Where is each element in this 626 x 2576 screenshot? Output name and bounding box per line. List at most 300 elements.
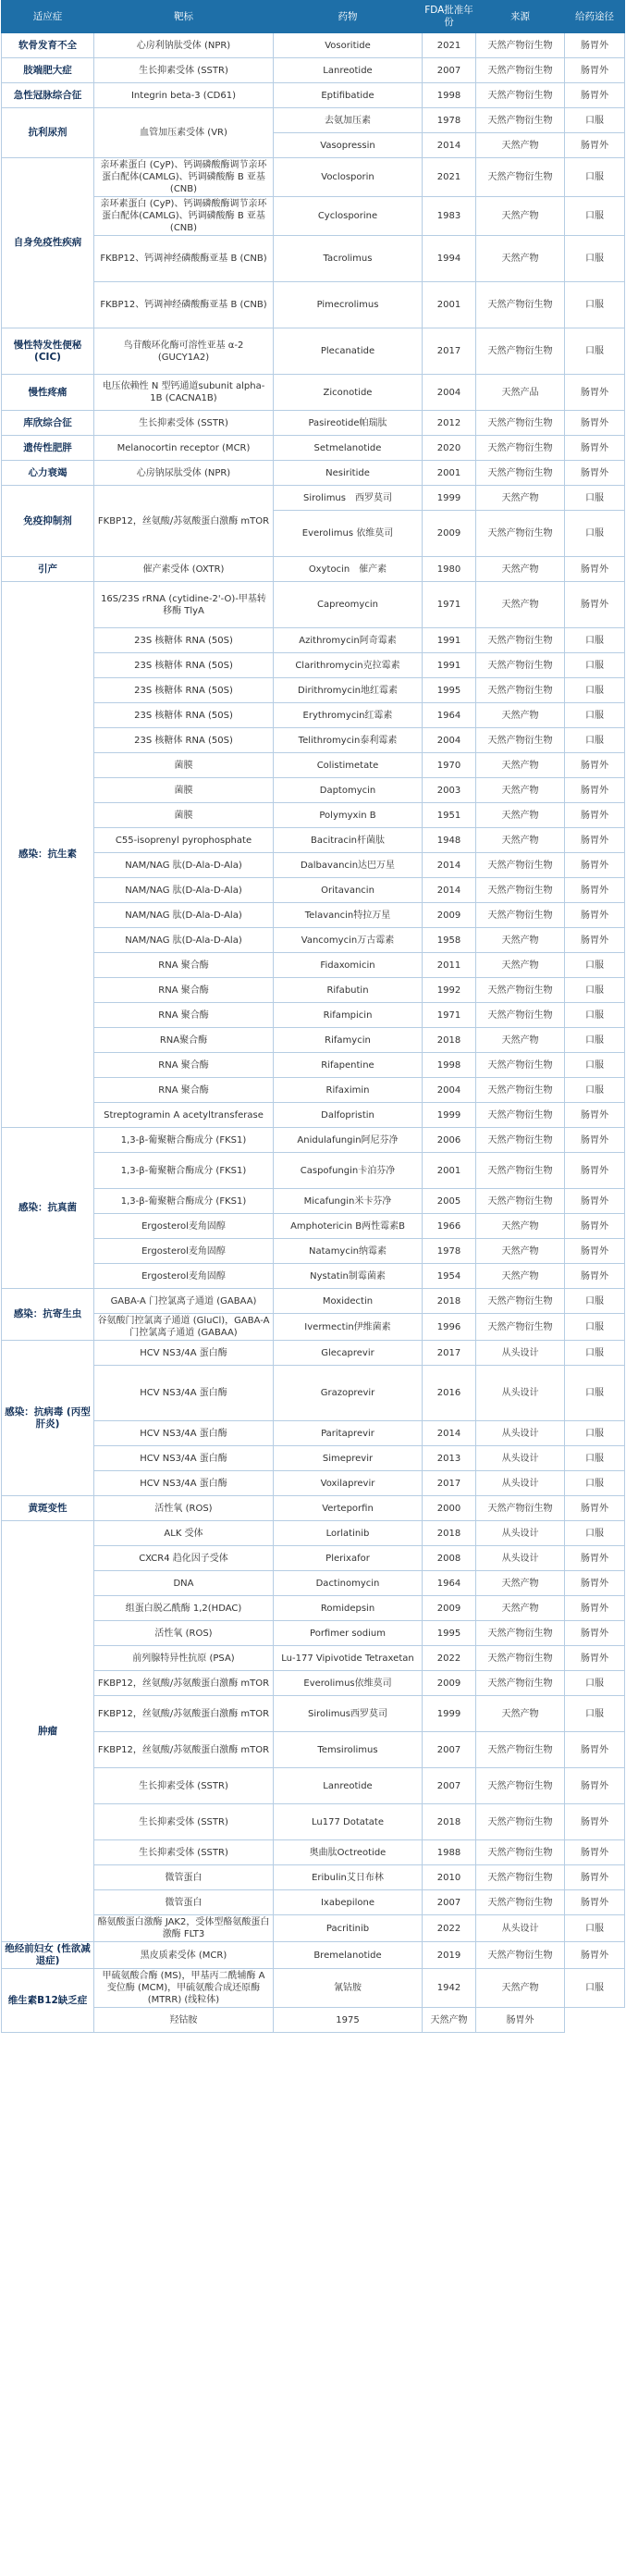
route-cell: 口服 bbox=[565, 1969, 625, 2008]
year-cell: 1964 bbox=[423, 1571, 476, 1596]
route-cell: 口服 bbox=[565, 628, 625, 653]
year-cell: 1975 bbox=[274, 2008, 423, 2033]
source-cell: 天然产物 bbox=[476, 582, 565, 628]
route-cell: 肠胃外 bbox=[565, 1732, 625, 1768]
target-cell: FKBP12、钙调神经磷酸酶亚基 B (CNB) bbox=[94, 236, 274, 282]
year-cell: 2001 bbox=[423, 282, 476, 328]
route-cell: 口服 bbox=[565, 653, 625, 678]
drug-cell: Pasireotide帕瑞肽 bbox=[274, 411, 423, 436]
year-cell: 2019 bbox=[423, 1942, 476, 1969]
source-cell: 天然产物衍生物 bbox=[476, 511, 565, 557]
table-row bbox=[2, 436, 625, 461]
year-cell: 2007 bbox=[423, 1768, 476, 1804]
year-cell: 2007 bbox=[423, 58, 476, 83]
target-cell: 23S 核糖体 RNA (50S) bbox=[94, 653, 274, 678]
source-cell: 天然产物衍生物 bbox=[476, 978, 565, 1003]
source-cell: 从头设计 bbox=[476, 1471, 565, 1496]
source-cell: 天然产物 bbox=[476, 1969, 565, 2008]
target-cell: 微管蛋白 bbox=[94, 1865, 274, 1890]
year-cell: 2001 bbox=[423, 1153, 476, 1189]
target-cell: 生长抑素受体 (SSTR) bbox=[94, 1768, 274, 1804]
header-source: 来源 bbox=[476, 1, 565, 33]
source-cell: 天然产物衍生物 bbox=[476, 1671, 565, 1696]
route-cell: 肠胃外 bbox=[565, 828, 625, 853]
target-cell: 23S 核糖体 RNA (50S) bbox=[94, 728, 274, 753]
drug-cell: Simeprevir bbox=[274, 1446, 423, 1471]
target-cell: 生长抑素受体 (SSTR) bbox=[94, 58, 274, 83]
table-row bbox=[2, 1003, 625, 1028]
target-cell: 1,3-β-葡聚糖合酶成分 (FKS1) bbox=[94, 1189, 274, 1214]
source-cell: 天然产物 bbox=[476, 133, 565, 158]
table-row bbox=[2, 753, 625, 778]
drug-cell: Sirolimus 西罗莫司 bbox=[274, 486, 423, 511]
drug-cell: Voxilaprevir bbox=[274, 1471, 423, 1496]
table-row bbox=[2, 1696, 625, 1732]
indication-cell: 急性冠脉综合征 bbox=[2, 83, 94, 108]
route-cell: 肠胃外 bbox=[565, 1571, 625, 1596]
route-cell: 肠胃外 bbox=[565, 1942, 625, 1969]
drug-cell: Vosoritide bbox=[274, 33, 423, 58]
route-cell: 肠胃外 bbox=[565, 1214, 625, 1239]
target-cell: 酪氨酸蛋白激酶 JAK2，受体型酪氨酸蛋白激酶 FLT3 bbox=[94, 1915, 274, 1942]
source-cell: 天然产物衍生物 bbox=[476, 1078, 565, 1103]
drug-cell: Lanreotide bbox=[274, 58, 423, 83]
table-row bbox=[2, 978, 625, 1003]
drug-cell: Plerixafor bbox=[274, 1546, 423, 1571]
table-row bbox=[2, 878, 625, 903]
indication-cell: 抗利尿剂 bbox=[2, 108, 94, 158]
target-cell: HCV NS3/4A 蛋白酶 bbox=[94, 1421, 274, 1446]
drug-cell: Vasopressin bbox=[274, 133, 423, 158]
source-cell: 天然产物 bbox=[476, 1596, 565, 1621]
source-cell: 天然产物衍生物 bbox=[476, 853, 565, 878]
table-row bbox=[2, 58, 625, 83]
year-cell: 1970 bbox=[423, 753, 476, 778]
source-cell: 从头设计 bbox=[476, 1366, 565, 1421]
route-cell: 肠胃外 bbox=[565, 853, 625, 878]
source-cell: 天然产物衍生物 bbox=[476, 58, 565, 83]
source-cell: 天然产物 bbox=[476, 1214, 565, 1239]
drug-cell: Eribulin艾日布林 bbox=[274, 1865, 423, 1890]
table-row bbox=[2, 1671, 625, 1696]
drug-cell: Oxytocin 催产素 bbox=[274, 557, 423, 582]
year-cell: 2016 bbox=[423, 1366, 476, 1421]
target-cell: RNA 聚合酶 bbox=[94, 1003, 274, 1028]
route-cell: 肠胃外 bbox=[565, 753, 625, 778]
target-cell: NAM/NAG 肽(D-Ala-D-Ala) bbox=[94, 903, 274, 928]
target-cell: 鸟苷酸环化酶可溶性亚基 α-2 (GUCY1A2) bbox=[94, 328, 274, 375]
year-cell: 1995 bbox=[423, 1621, 476, 1646]
drug-cell: Rifabutin bbox=[274, 978, 423, 1003]
year-cell: 1971 bbox=[423, 582, 476, 628]
table-row bbox=[2, 1768, 625, 1804]
target-cell: 活性氧 (ROS) bbox=[94, 1621, 274, 1646]
table-row bbox=[2, 628, 625, 653]
drug-cell: Setmelanotide bbox=[274, 436, 423, 461]
route-cell: 口服 bbox=[565, 1366, 625, 1421]
target-cell: FKBP12、钙调神经磷酸酶亚基 B (CNB) bbox=[94, 282, 274, 328]
table-row bbox=[2, 1289, 625, 1314]
source-cell: 天然产物 bbox=[476, 703, 565, 728]
drug-cell: Voclosporin bbox=[274, 158, 423, 197]
year-cell: 1978 bbox=[423, 108, 476, 133]
source-cell: 天然产物 bbox=[476, 953, 565, 978]
drug-cell: Clarithromycin克拉霉素 bbox=[274, 653, 423, 678]
source-cell: 天然产物 bbox=[476, 778, 565, 803]
route-cell: 肠胃外 bbox=[565, 1890, 625, 1915]
indication-cell: 引产 bbox=[2, 557, 94, 582]
indication-cell: 心力衰竭 bbox=[2, 461, 94, 486]
drug-cell: Caspofungin卡泊芬净 bbox=[274, 1153, 423, 1189]
table-row bbox=[2, 1446, 625, 1471]
year-cell: 2014 bbox=[423, 133, 476, 158]
drug-cell: Amphotericin B两性霉素B bbox=[274, 1214, 423, 1239]
indication-cell: 感染：抗病毒 (丙型肝炎) bbox=[2, 1341, 94, 1496]
table-row bbox=[2, 282, 625, 328]
drug-cell: 氰钴胺 bbox=[274, 1969, 423, 2008]
source-cell: 天然产物衍生物 bbox=[476, 1189, 565, 1214]
route-cell: 肠胃外 bbox=[565, 878, 625, 903]
drug-cell: Natamycin纳霉素 bbox=[274, 1239, 423, 1264]
indication-cell: 感染：抗真菌 bbox=[2, 1128, 94, 1289]
route-cell: 口服 bbox=[565, 486, 625, 511]
year-cell: 2001 bbox=[423, 461, 476, 486]
year-cell: 2004 bbox=[423, 728, 476, 753]
table-row bbox=[2, 1804, 625, 1840]
source-cell: 天然产物衍生物 bbox=[476, 1621, 565, 1646]
year-cell: 2020 bbox=[423, 436, 476, 461]
year-cell: 2003 bbox=[423, 778, 476, 803]
source-cell: 天然产物衍生物 bbox=[476, 1942, 565, 1969]
year-cell: 1983 bbox=[423, 197, 476, 236]
target-cell: 菌膜 bbox=[94, 803, 274, 828]
year-cell: 2017 bbox=[423, 1471, 476, 1496]
table-row bbox=[2, 1153, 625, 1189]
year-cell: 2022 bbox=[423, 1915, 476, 1942]
drug-cell: Plecanatide bbox=[274, 328, 423, 375]
table-row bbox=[2, 1341, 625, 1366]
drug-cell: Rifapentine bbox=[274, 1053, 423, 1078]
target-cell: NAM/NAG 肽(D-Ala-D-Ala) bbox=[94, 853, 274, 878]
year-cell: 2009 bbox=[423, 511, 476, 557]
table-row bbox=[2, 108, 625, 133]
year-cell: 2014 bbox=[423, 853, 476, 878]
route-cell: 肠胃外 bbox=[565, 1546, 625, 1571]
source-cell: 天然产物 bbox=[476, 557, 565, 582]
indication-cell: 肢端肥大症 bbox=[2, 58, 94, 83]
source-cell: 天然产物 bbox=[476, 1696, 565, 1732]
indication-cell: 自身免疫性疾病 bbox=[2, 158, 94, 328]
header-drug: 药物 bbox=[274, 1, 423, 33]
year-cell: 2014 bbox=[423, 878, 476, 903]
source-cell: 天然产物衍生物 bbox=[476, 903, 565, 928]
target-cell: RNA 聚合酶 bbox=[94, 978, 274, 1003]
year-cell: 1971 bbox=[423, 1003, 476, 1028]
route-cell: 肠胃外 bbox=[565, 375, 625, 411]
drug-cell: Glecaprevir bbox=[274, 1341, 423, 1366]
target-cell: FKBP12，丝氨酸/苏氨酸蛋白激酶 mTOR bbox=[94, 1732, 274, 1768]
indication-cell: 绝经前妇女 (性欲减退症) bbox=[2, 1942, 94, 1969]
route-cell: 口服 bbox=[565, 1521, 625, 1546]
year-cell: 2011 bbox=[423, 953, 476, 978]
source-cell: 天然产物衍生物 bbox=[476, 282, 565, 328]
target-cell: 组蛋白脱乙酰酶 1,2(HDAC) bbox=[94, 1596, 274, 1621]
source-cell: 从头设计 bbox=[476, 1521, 565, 1546]
table-row bbox=[2, 1865, 625, 1890]
target-cell: Ergosterol麦角固醇 bbox=[94, 1239, 274, 1264]
source-cell: 天然产物衍生物 bbox=[476, 628, 565, 653]
target-cell: 菌膜 bbox=[94, 753, 274, 778]
indication-cell: 慢性特发性便秘 (CIC) bbox=[2, 328, 94, 375]
year-cell: 1964 bbox=[423, 703, 476, 728]
route-cell: 口服 bbox=[565, 328, 625, 375]
target-cell: 菌膜 bbox=[94, 778, 274, 803]
target-cell: 23S 核糖体 RNA (50S) bbox=[94, 628, 274, 653]
header-indication: 适应症 bbox=[2, 1, 94, 33]
drug-cell: Azithromycin阿奇霉素 bbox=[274, 628, 423, 653]
route-cell: 口服 bbox=[565, 1289, 625, 1314]
route-cell: 肠胃外 bbox=[565, 1596, 625, 1621]
year-cell: 2018 bbox=[423, 1521, 476, 1546]
indication-cell: 肿瘤 bbox=[2, 1521, 94, 1942]
year-cell: 2009 bbox=[423, 1596, 476, 1621]
drug-cell: Dirithromycin地红霉素 bbox=[274, 678, 423, 703]
target-cell: 生长抑素受体 (SSTR) bbox=[94, 411, 274, 436]
target-cell: 微管蛋白 bbox=[94, 1890, 274, 1915]
table-row bbox=[2, 803, 625, 828]
route-cell: 肠胃外 bbox=[476, 2008, 565, 2033]
drug-cell: Lanreotide bbox=[274, 1768, 423, 1804]
target-cell: 16S/23S rRNA (cytidine-2'-O)-甲基转移酶 TlyA bbox=[94, 582, 274, 628]
source-cell: 从头设计 bbox=[476, 1546, 565, 1571]
source-cell: 天然产物 bbox=[476, 1571, 565, 1596]
drug-cell: Paritaprevir bbox=[274, 1421, 423, 1446]
drug-cell: Temsirolimus bbox=[274, 1732, 423, 1768]
route-cell: 口服 bbox=[565, 953, 625, 978]
source-cell: 天然产物衍生物 bbox=[476, 461, 565, 486]
route-cell: 肠胃外 bbox=[565, 1840, 625, 1865]
target-cell: Ergosterol麦角固醇 bbox=[94, 1214, 274, 1239]
table-row bbox=[2, 1103, 625, 1128]
source-cell: 天然产物衍生物 bbox=[476, 158, 565, 197]
indication-cell: 遗传性肥胖 bbox=[2, 436, 94, 461]
header-year: FDA批准年份 bbox=[423, 1, 476, 33]
table-row bbox=[2, 1053, 625, 1078]
indication-cell: 黄斑变性 bbox=[2, 1496, 94, 1521]
header-route: 给药途径 bbox=[565, 1, 625, 33]
target-cell: 心房利钠肽受体 (NPR) bbox=[94, 33, 274, 58]
route-cell: 口服 bbox=[565, 1915, 625, 1942]
table-row bbox=[2, 411, 625, 436]
table-row bbox=[2, 1239, 625, 1264]
year-cell: 2005 bbox=[423, 1189, 476, 1214]
route-cell: 口服 bbox=[565, 678, 625, 703]
source-cell: 天然产物 bbox=[476, 1264, 565, 1289]
year-cell: 2022 bbox=[423, 1646, 476, 1671]
year-cell: 2008 bbox=[423, 1546, 476, 1571]
drug-cell: Dactinomycin bbox=[274, 1571, 423, 1596]
target-cell: FKBP12，丝氨酸/苏氨酸蛋白激酶 mTOR bbox=[94, 1696, 274, 1732]
drug-cell: Ivermectin伊维菌素 bbox=[274, 1314, 423, 1341]
drug-cell: Verteporfin bbox=[274, 1496, 423, 1521]
target-cell: NAM/NAG 肽(D-Ala-D-Ala) bbox=[94, 878, 274, 903]
table-row bbox=[2, 1521, 625, 1546]
source-cell: 天然产物衍生物 bbox=[476, 1003, 565, 1028]
drug-cell: Telithromycin泰利霉素 bbox=[274, 728, 423, 753]
source-cell: 天然产物衍生物 bbox=[476, 1053, 565, 1078]
table-row bbox=[2, 33, 625, 58]
drug-cell: 羟钴胺 bbox=[94, 2008, 274, 2033]
drug-cell: 去氨加压素 bbox=[274, 108, 423, 133]
route-cell: 口服 bbox=[565, 703, 625, 728]
year-cell: 1948 bbox=[423, 828, 476, 853]
target-cell: 心房钠尿肽受体 (NPR) bbox=[94, 461, 274, 486]
source-cell: 天然产物 bbox=[476, 803, 565, 828]
drug-cell: Polymyxin B bbox=[274, 803, 423, 828]
table-row bbox=[2, 1314, 625, 1341]
table-row bbox=[2, 1646, 625, 1671]
year-cell: 2018 bbox=[423, 1028, 476, 1053]
route-cell: 口服 bbox=[565, 511, 625, 557]
route-cell: 肠胃外 bbox=[565, 1153, 625, 1189]
table-row bbox=[2, 1078, 625, 1103]
route-cell: 肠胃外 bbox=[565, 83, 625, 108]
target-cell: RNA 聚合酶 bbox=[94, 953, 274, 978]
source-cell: 天然产物衍生物 bbox=[476, 436, 565, 461]
target-cell: 催产素受体 (OXTR) bbox=[94, 557, 274, 582]
route-cell: 口服 bbox=[565, 728, 625, 753]
year-cell: 2007 bbox=[423, 1890, 476, 1915]
source-cell: 从头设计 bbox=[476, 1341, 565, 1366]
source-cell: 天然产物衍生物 bbox=[476, 1314, 565, 1341]
source-cell: 天然产物衍生物 bbox=[476, 878, 565, 903]
table-row bbox=[2, 557, 625, 582]
table-row bbox=[2, 828, 625, 853]
source-cell: 从头设计 bbox=[476, 1421, 565, 1446]
year-cell: 2013 bbox=[423, 1446, 476, 1471]
drug-cell: Micafungin米卡芬净 bbox=[274, 1189, 423, 1214]
route-cell: 口服 bbox=[565, 197, 625, 236]
table-row bbox=[2, 1915, 625, 1942]
route-cell: 肠胃外 bbox=[565, 1103, 625, 1128]
route-cell: 口服 bbox=[565, 1421, 625, 1446]
source-cell: 天然产物衍生物 bbox=[476, 1646, 565, 1671]
drug-cell: Vancomycin万古霉素 bbox=[274, 928, 423, 953]
table-row bbox=[2, 1840, 625, 1865]
year-cell: 2021 bbox=[423, 33, 476, 58]
indication-cell: 感染：抗生素 bbox=[2, 582, 94, 1128]
drug-cell: Fidaxomicin bbox=[274, 953, 423, 978]
table-header bbox=[2, 1, 625, 33]
source-cell: 天然产物 bbox=[476, 1028, 565, 1053]
year-cell: 2006 bbox=[423, 1128, 476, 1153]
target-cell: 生长抑素受体 (SSTR) bbox=[94, 1840, 274, 1865]
header-target: 靶标 bbox=[94, 1, 274, 33]
year-cell: 2018 bbox=[423, 1804, 476, 1840]
table-row bbox=[2, 1621, 625, 1646]
drug-cell: Daptomycin bbox=[274, 778, 423, 803]
drug-cell: Pimecrolimus bbox=[274, 282, 423, 328]
source-cell: 天然产物 bbox=[423, 2008, 476, 2033]
source-cell: 天然产物 bbox=[476, 928, 565, 953]
target-cell: 电压依赖性 N 型钙通道subunit alpha-1B (CACNA1B) bbox=[94, 375, 274, 411]
table-row bbox=[2, 928, 625, 953]
source-cell: 天然产物衍生物 bbox=[476, 1890, 565, 1915]
year-cell: 1978 bbox=[423, 1239, 476, 1264]
drug-cell: Pacritinib bbox=[274, 1915, 423, 1942]
drug-cell: Lu-177 Vipivotide Tetraxetan bbox=[274, 1646, 423, 1671]
source-cell: 天然产物 bbox=[476, 828, 565, 853]
year-cell: 1998 bbox=[423, 1053, 476, 1078]
drug-cell: Sirolimus西罗莫司 bbox=[274, 1696, 423, 1732]
target-cell: DNA bbox=[94, 1571, 274, 1596]
drug-cell: Bacitracin杆菌肽 bbox=[274, 828, 423, 853]
indication-cell: 感染：抗寄生虫 bbox=[2, 1289, 94, 1341]
target-cell: 23S 核糖体 RNA (50S) bbox=[94, 678, 274, 703]
table-row bbox=[2, 1366, 625, 1421]
indication-cell: 库欣综合征 bbox=[2, 411, 94, 436]
route-cell: 肠胃外 bbox=[565, 803, 625, 828]
drug-cell: Erythromycin红霉素 bbox=[274, 703, 423, 728]
target-cell: HCV NS3/4A 蛋白酶 bbox=[94, 1446, 274, 1471]
source-cell: 天然产物 bbox=[476, 753, 565, 778]
route-cell: 肠胃外 bbox=[565, 461, 625, 486]
source-cell: 天然产物 bbox=[476, 1239, 565, 1264]
year-cell: 1988 bbox=[423, 1840, 476, 1865]
source-cell: 天然产物衍生物 bbox=[476, 1103, 565, 1128]
drug-cell: Porfimer sodium bbox=[274, 1621, 423, 1646]
drug-cell: Romidepsin bbox=[274, 1596, 423, 1621]
route-cell: 口服 bbox=[565, 108, 625, 133]
table-row bbox=[2, 1128, 625, 1153]
table-row bbox=[2, 461, 625, 486]
source-cell: 天然产物衍生物 bbox=[476, 1768, 565, 1804]
table-row bbox=[2, 1546, 625, 1571]
route-cell: 肠胃外 bbox=[565, 557, 625, 582]
source-cell: 天然产物衍生物 bbox=[476, 83, 565, 108]
target-cell: 23S 核糖体 RNA (50S) bbox=[94, 703, 274, 728]
source-cell: 天然产物 bbox=[476, 236, 565, 282]
year-cell: 2012 bbox=[423, 411, 476, 436]
year-cell: 1942 bbox=[423, 1969, 476, 2008]
source-cell: 天然产物衍生物 bbox=[476, 678, 565, 703]
route-cell: 肠胃外 bbox=[565, 1621, 625, 1646]
drug-cell: Cyclosporine bbox=[274, 197, 423, 236]
drug-cell: Everolimus依维莫司 bbox=[274, 1671, 423, 1696]
route-cell: 肠胃外 bbox=[565, 1189, 625, 1214]
route-cell: 肠胃外 bbox=[565, 1804, 625, 1840]
table-row bbox=[2, 1969, 625, 2008]
year-cell: 2014 bbox=[423, 1421, 476, 1446]
table-row bbox=[2, 582, 625, 628]
source-cell: 天然产物衍生物 bbox=[476, 411, 565, 436]
table-row bbox=[2, 328, 625, 375]
year-cell: 1992 bbox=[423, 978, 476, 1003]
target-cell: 1,3-β-葡聚糖合酶成分 (FKS1) bbox=[94, 1128, 274, 1153]
route-cell: 口服 bbox=[565, 1696, 625, 1732]
year-cell: 2007 bbox=[423, 1732, 476, 1768]
table-row bbox=[2, 83, 625, 108]
table-row bbox=[2, 236, 625, 282]
year-cell: 2018 bbox=[423, 1289, 476, 1314]
table-row bbox=[2, 1421, 625, 1446]
source-cell: 天然产物衍生物 bbox=[476, 108, 565, 133]
target-cell: HCV NS3/4A 蛋白酶 bbox=[94, 1471, 274, 1496]
source-cell: 从头设计 bbox=[476, 1915, 565, 1942]
drug-cell: Rifamycin bbox=[274, 1028, 423, 1053]
route-cell: 肠胃外 bbox=[565, 1264, 625, 1289]
route-cell: 肠胃外 bbox=[565, 436, 625, 461]
